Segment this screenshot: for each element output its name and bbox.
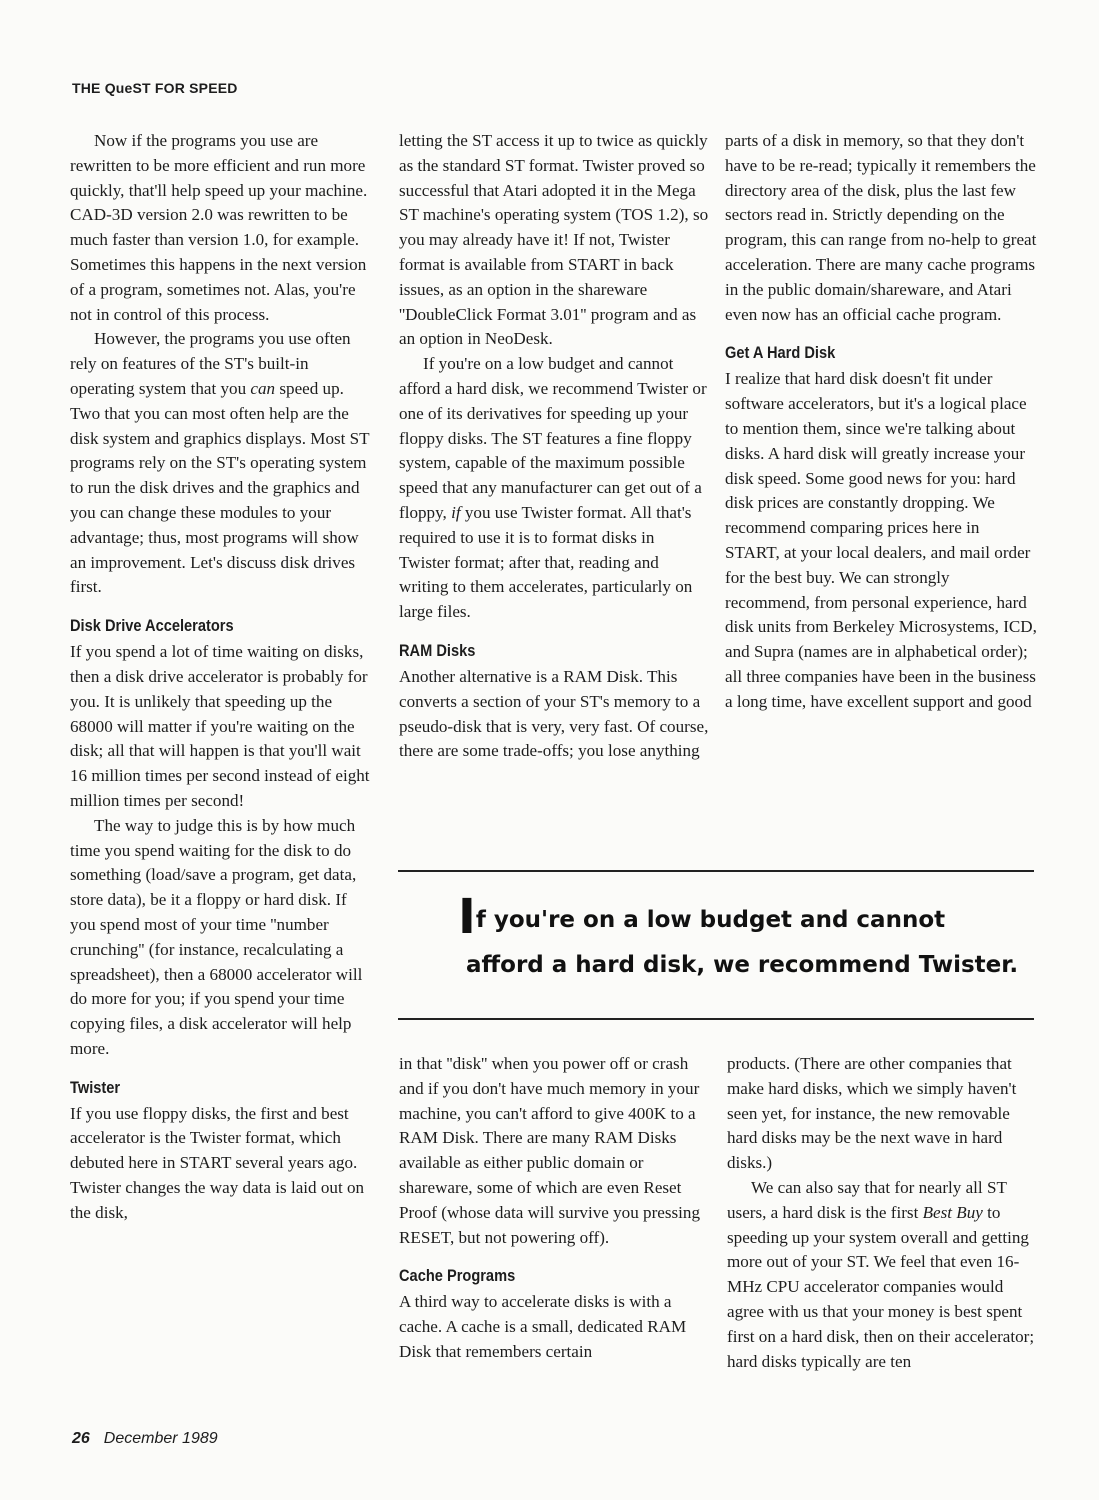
paragraph: parts of a disk in memory, so that they don't have to be re-read; typically it remembers the directory area of the disk, plus the last few sectors read in. Strictly depending on the program, this can range from no-help to great acceleration. There are many cache programs in the public domain/shareware, and Atari even now has an official cache program. bbox=[725, 131, 1037, 324]
column-4 bbox=[399, 1052, 709, 1365]
subheading-disk-drive-accelerators: Disk Drive Accelerators bbox=[70, 616, 234, 636]
subheading-twister: Twister bbox=[70, 1077, 121, 1097]
issue-date: December 1989 bbox=[103, 1430, 218, 1447]
running-header: THE QueST FOR SPEED bbox=[72, 80, 238, 96]
page-footer bbox=[72, 1430, 218, 1448]
column-1 bbox=[70, 129, 376, 1226]
pullquote-dropcap: I bbox=[458, 889, 476, 945]
subheading-cache-programs: Cache Programs bbox=[399, 1266, 516, 1286]
paragraph: If you spend a lot of time waiting on disks, then a disk drive accelerator is probably for you. It is unlikely that speeding up the 68000 will matter if you're waiting on the disk; all that will happen is that you'll wait 16 million times per second instead of eight million times per second! bbox=[70, 642, 370, 810]
paragraph: in that ''disk'' when you power off or crash and if you don't have much memory in your machine, you can't afford to give 400K to a RAM Disk. There are many RAM Disks available as either public domain or shareware, some of which are even Reset Proof (whose data will survive you pressing RESET, but not powering off). bbox=[399, 1054, 700, 1247]
paragraph: If you're on a low budget and cannot afford a hard disk, we recommend Twister or one of its derivatives for speeding up your floppy disks. The ST features a fine floppy system, capable of the maximum possible speed that any manufacturer can get out of a floppy, if you use Twister format. All that's required to use it is to format disks in Twister format; after that, reading and writing to them accelerates, particularly on large files. bbox=[399, 354, 707, 622]
pullquote-line-2: afford a hard disk, we recommend Twister. bbox=[466, 952, 1019, 978]
paragraph: products. (There are other companies that make hard disks, which we simply haven't seen yet, for instance, the new removable hard disks may be the next wave in hard disks.) bbox=[727, 1054, 1017, 1173]
column-3 bbox=[725, 129, 1037, 715]
pullquote-rule-bottom bbox=[398, 1018, 1034, 1020]
paragraph: Another alternative is a RAM Disk. This converts a section of your ST's memory to a pseudo-disk that is very, very fast. Of course, there are some trade-offs; you lose anything bbox=[399, 666, 709, 761]
paragraph: If you use floppy disks, the first and best accelerator is the Twister format, which debuted here in START several years ago. Twister changes the way data is laid out on the disk, bbox=[70, 1103, 365, 1222]
pullquote bbox=[458, 889, 1026, 988]
paragraph: letting the ST access it up to twice as quickly as the standard ST format. Twister proved so successful that Atari adopted it in the Mega ST machine's operating system (TOS 1.2), so you may already have it! If not, Twister format is available from START in back issues, as an option in the shareware ''DoubleClick Format 3.01'' program and as an option in NeoDesk. bbox=[399, 131, 709, 349]
column-2 bbox=[399, 129, 709, 764]
subheading-ram-disks: RAM Disks bbox=[399, 640, 476, 660]
pullquote-line-1: f you're on a low budget and cannot bbox=[475, 907, 946, 933]
subheading-get-a-hard-disk: Get A Hard Disk bbox=[725, 343, 836, 363]
paragraph: However, the programs you use often rely on features of the ST's built-in operating system that you can speed up. Two that you can most often help are the disk system and graphics displays. Most ST programs rely on the ST's operating system to run the disk drives and the graphics and you can change these modules to your advantage; thus, most programs will show an improvement. Let's discuss disk drives first. bbox=[70, 329, 370, 597]
pullquote-rule-top bbox=[398, 870, 1034, 872]
page-number: 26 bbox=[72, 1430, 90, 1447]
paragraph: We can also say that for nearly all ST users, a hard disk is the first Best Buy to speeding up your system overall and getting more out of your ST. We feel that even 16-MHz CPU accelerator companies would agree with us that your money is best spent first on a hard disk, then on their accelerator; hard disks typically are ten bbox=[727, 1177, 1035, 1371]
paragraph: The way to judge this is by how much time you spend waiting for the disk to do something (load/save a program, get data, store data), be it a floppy or hard disk. If you spend most of your time ''number crunching'' (for instance, recalculating a spreadsheet), then a 68000 accelerator will do more for you; if you spend your time copying files, a disk accelerator will help more. bbox=[70, 815, 363, 1058]
column-5 bbox=[727, 1052, 1039, 1374]
paragraph: Now if the programs you use are rewritten to be more efficient and run more quickly, that'll help speed up your machine. CAD-3D version 2.0 was rewritten to be much faster than version 1.0, for example. Sometimes this happens in the next version of a program, sometimes not. Alas, you're not in control of this process. bbox=[70, 131, 368, 324]
paragraph: I realize that hard disk doesn't fit under software accelerators, but it's a logical place to mention them, since we're talking about disks. A hard disk will greatly increase your disk speed. Some good news for you: hard disk prices are constantly dropping. We recommend comparing prices here in START, at your local dealers, and mail order for the best buy. We can strongly recommend, from personal experience, hard disk units from Berkeley Microsystems, ICD, and Supra (names are in alphabetical order); all three companies have been in the business a long time, have excellent support and good bbox=[725, 369, 1037, 711]
paragraph: A third way to accelerate disks is with a cache. A cache is a small, dedicated RAM Disk that remembers certain bbox=[399, 1292, 687, 1361]
